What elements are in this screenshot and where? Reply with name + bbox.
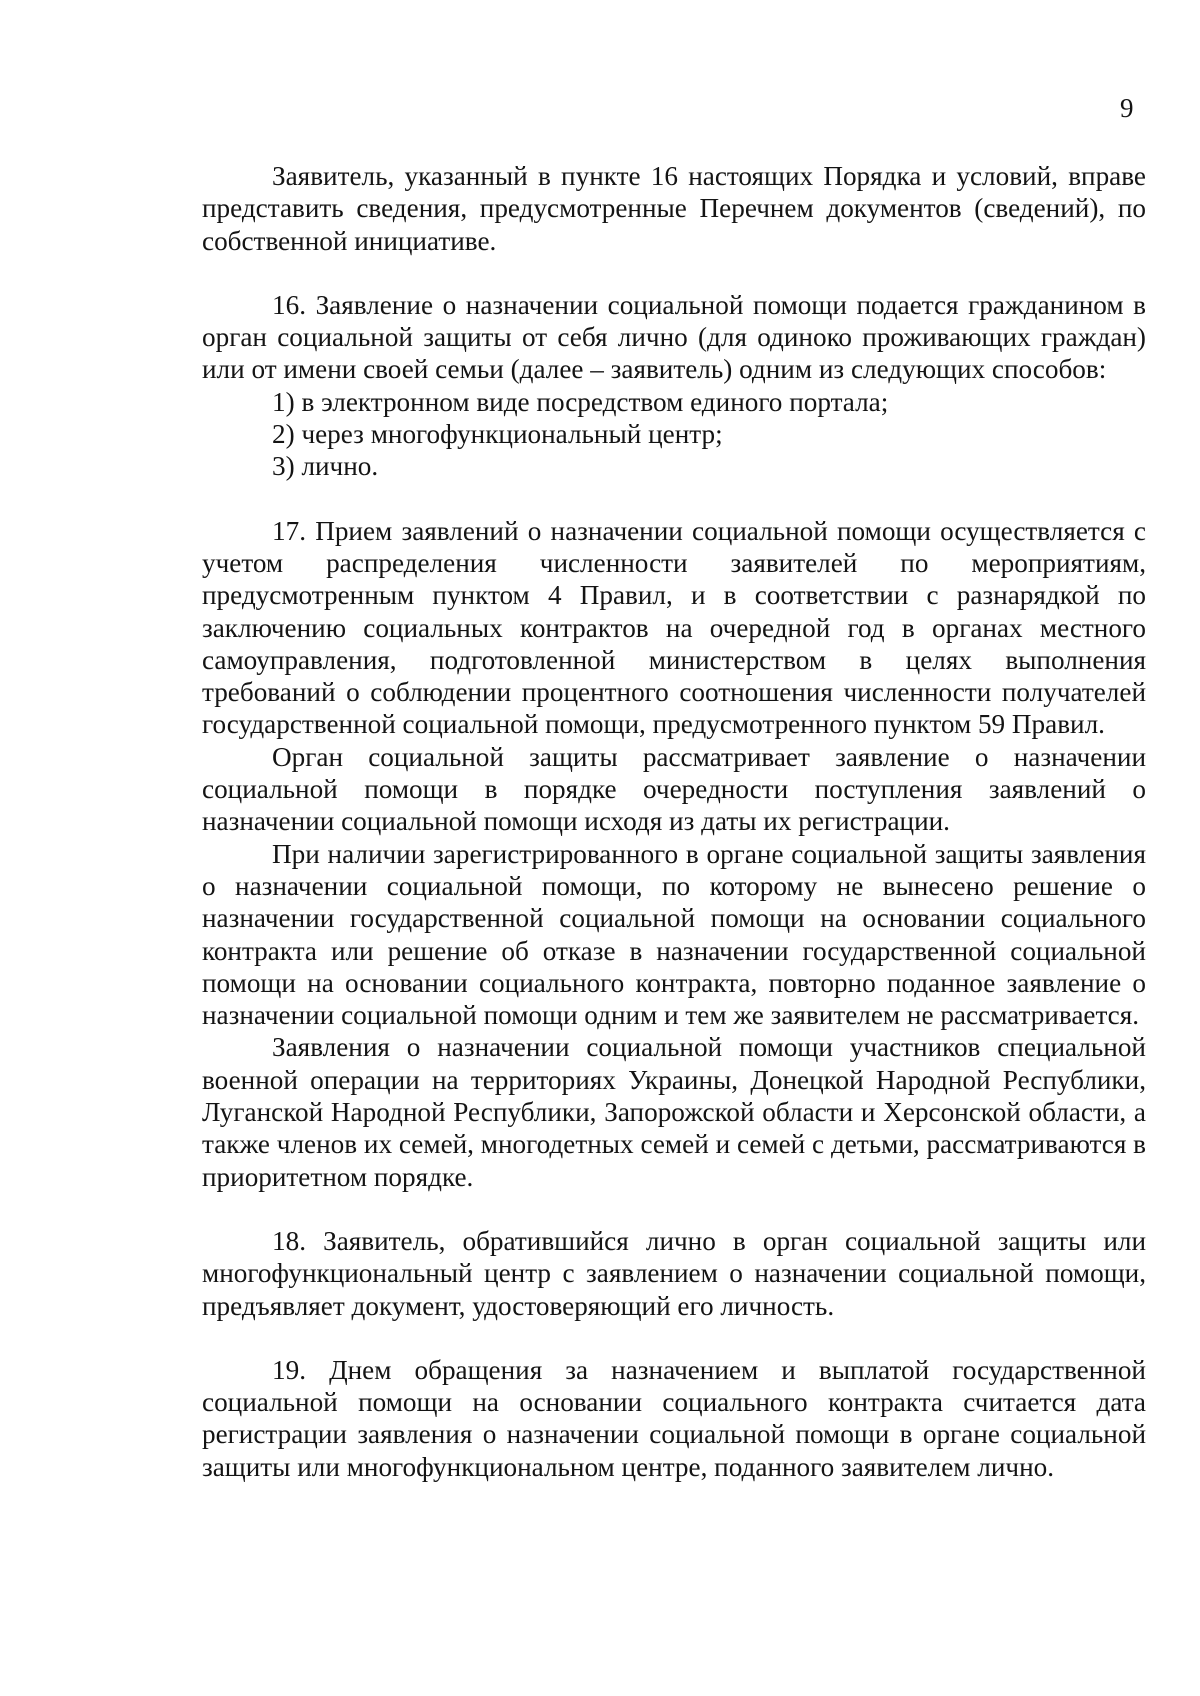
paragraph-16: 16. Заявление о назначении социальной помощи подается гражданином в орган социальной защиты от себя лично (для одиноко проживающих граждан) или от имени своей семьи (далее – заявитель) одним из следующих способов: [202, 289, 1146, 385]
paragraph-18: 18. Заявитель, обратившийся лично в орган социальной защиты или многофункциональный центр с заявлением о назначении социальной помощи, предъявляет документ, удостоверяющий его личность. [202, 1225, 1146, 1321]
document-body [202, 160, 1146, 1483]
paragraph-17-d: Заявления о назначении социальной помощи участников специальной военной операции на территориях Украины, Донецкой Народной Республики, Луганской Народной Республики, Запорожской области и Херсонской области, а также членов их семей, многодетных семей и семей с детьми, рассматриваются в приоритетном порядке. [202, 1032, 1146, 1192]
paragraph-19: 19. Днем обращения за назначением и выплатой государственной социальной помощи на основании социального контракта считается дата регистрации заявления о назначении социальной помощи в органе социальной защиты или многофункциональном центре, поданного заявителем лично. [202, 1354, 1146, 1482]
paragraph-17-c: При наличии зарегистрированного в органе социальной защиты заявления о назначении социальной помощи, по которому не вынесено решение о назначении государственной социальной помощи на основании социального контракта или решение об отказе в назначении государственной социальной помощи на основании социального контракта, повторно поданное заявление о назначении социальной помощи одним и тем же заявителем не рассматривается. [202, 838, 1146, 1031]
list-item-2: 2) через многофункциональный центр; [272, 419, 723, 450]
page-number: 9 [1120, 93, 1134, 123]
list-item-1: 1) в электронном виде посредством единого портала; [272, 386, 889, 417]
paragraph-17: 17. Прием заявлений о назначении социальной помощи осуществляется с учетом распределения численности заявителей по мероприятиям, предусмотренным пунктом 4 Правил, и в соответствии с разнарядкой по заключению социальных контрактов на очередной год в органах местного самоуправления, подготовленной министерством в целях выполнения требований о соблюдении процентного соотношения численности получателей государственной социальной помощи, предусмотренного пунктом 59 Правил. [202, 515, 1146, 740]
paragraph-17-b: Орган социальной защиты рассматривает заявление о назначении социальной помощи в порядке очередности поступления заявлений о назначении социальной помощи исходя из даты их регистрации. [202, 741, 1146, 837]
paragraph-intro: Заявитель, указанный в пункте 16 настоящих Порядка и условий, вправе представить сведения, предусмотренные Перечнем документов (сведений), по собственной инициативе. [202, 161, 1146, 256]
list-item-3: 3) лично. [272, 451, 379, 482]
